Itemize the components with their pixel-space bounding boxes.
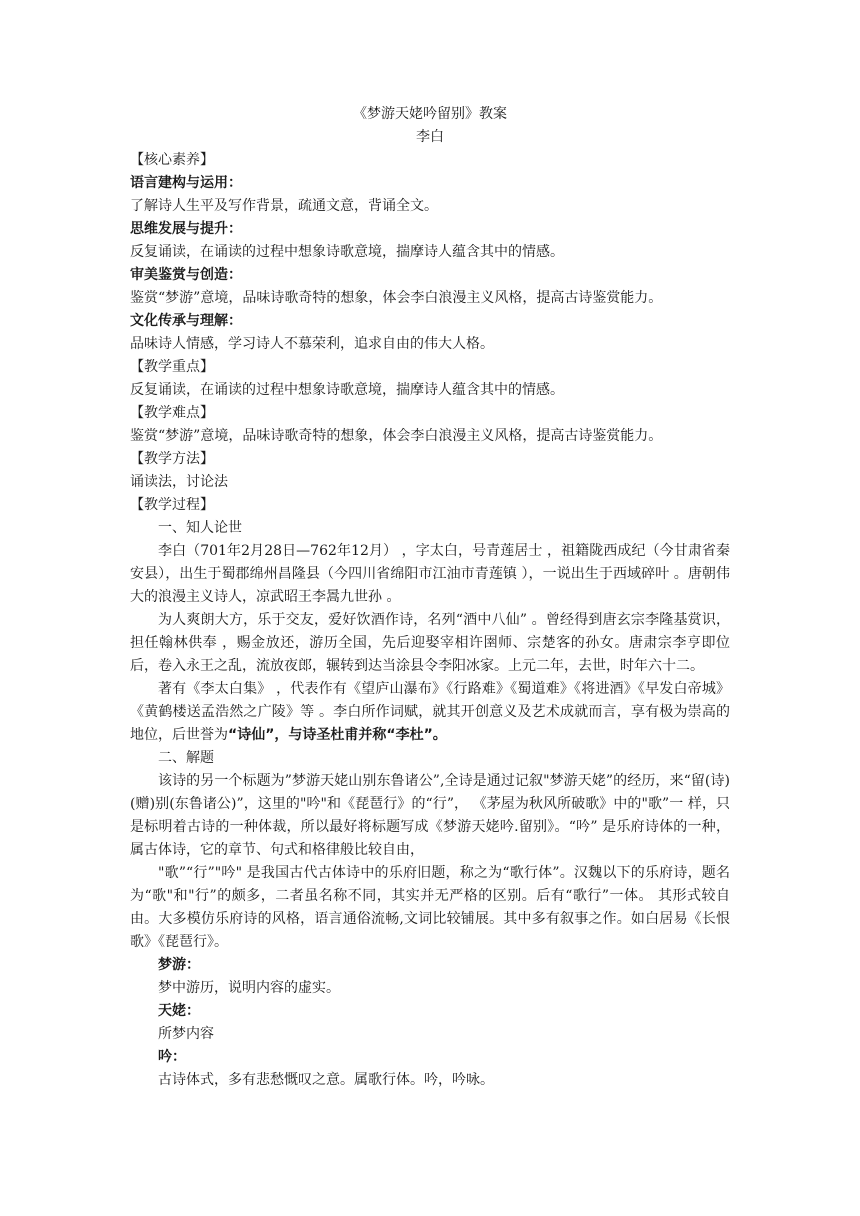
text-aesthetic: 鉴赏“梦游”意境，品味诗歌奇特的想象，体会李白浪漫主义风格，提高古诗鉴赏能力。 (130, 290, 663, 306)
text-key: 反复诵读，在诵读的过程中想象诗歌意境，揣摩诗人蕴含其中的情感。 (130, 382, 564, 398)
part1-paragraph-3-bold: “诗仙”，与诗圣杜甫并称“李杜”。 (228, 727, 447, 743)
document-author: 李白 (416, 129, 444, 145)
part1-paragraph-2: 为人爽朗大方，乐于交友，爱好饮酒作诗，名列“酒中八仙” 。曾经得到唐玄宗李隆基赏识，担任翰林供奉 ，赐金放还，游历全国，先后迎娶宰相许圉师、宗楚客的孙女。唐肃宗李亨即位后，卷入永王之乱，流放夜郎，辗转到达当涂县令李阳冰家。上元二年，去世，时年六十二。 (130, 612, 730, 674)
text-language: 了解诗人生平及写作背景，疏通文意，背诵全文。 (130, 198, 438, 214)
subheading-language: 语言建构与运用： (130, 175, 242, 191)
document-title: 《梦游天姥吟留别》教案 (353, 106, 507, 122)
term-tianmu-heading: 天姥： (158, 1003, 200, 1019)
section-method-heading: 【教学方法】 (130, 451, 214, 467)
term-dream-heading: 梦游： (158, 957, 200, 973)
subheading-aesthetic: 审美鉴赏与创造： (130, 267, 242, 283)
text-culture: 品味诗人情感，学习诗人不慕荣利，追求自由的伟大人格。 (130, 336, 494, 352)
section-difficulty-heading: 【教学难点】 (130, 405, 214, 421)
part2-paragraph-2: "歌”“行”"吟" 是我国古代古体诗中的乐府旧题，称之为“歌行体”。汉魏以下的乐府诗，题名为“歌"和"行”的颇多，二者虽名称不同，其实并无严格的区别。后有“歌行”一体。 其形式较自由。大多模仿乐府诗的风格，语言通俗流畅,文词比较铺展。其中多有叙事之作。如白居易《长恨歌》《琵琶行》。 (130, 865, 730, 950)
part1-paragraph-3 (130, 678, 730, 747)
text-method: 诵读法，讨论法 (130, 474, 228, 490)
document-page (130, 103, 730, 1092)
part1-heading: 一、知人论世 (158, 520, 242, 536)
text-difficulty: 鉴赏“梦游”意境，品味诗歌奇特的想象，体会李白浪漫主义风格，提高古诗鉴赏能力。 (130, 428, 663, 444)
section-key-heading: 【教学重点】 (130, 359, 214, 375)
part2-paragraph-1: 该诗的另一个标题为”梦游天姥山别东鲁诸公”,全诗是通过记叙"梦游天姥”的经历，来“留(诗) (赠)别(东鲁诸公)”，这里的"吟"和《琵琶行》的“行”， 《茅屋为秋风所破歌》中的"歌”一 样，只是标明着古诗的一种体裁，所以最好将标题写成《梦游天姥吟.留别》。“吟” 是乐府诗体的一种，属古体诗，它的章节、句式和格律般比较自由， (130, 773, 730, 858)
part2-heading: 二、解题 (158, 750, 214, 766)
term-yin-text: 古诗体式，多有悲愁慨叹之意。属歌行体。吟，吟咏。 (158, 1072, 494, 1088)
term-dream-text: 梦中游历，说明内容的虚实。 (158, 980, 340, 996)
term-tianmu-text: 所梦内容 (158, 1026, 214, 1042)
part1-paragraph-1: 李白（701年2月28日—762年12月） ，字太白，号青莲居士 ，祖籍陇西成纪（今甘肃省秦安县），出生于蜀郡绵州昌隆县（今四川省绵阳市江油市青莲镇 ），一说出生于西域碎叶 。唐朝伟大的浪漫主义诗人，凉武昭王李暠九世孙 。 (130, 543, 730, 605)
text-thinking: 反复诵读，在诵读的过程中想象诗歌意境，揣摩诗人蕴含其中的情感。 (130, 244, 564, 260)
subheading-thinking: 思维发展与提升： (130, 221, 242, 237)
part1-paragraph-3-text: 著有《李太白集》 ，代表作有《望庐山瀑布》《行路难》《蜀道难》《将进酒》《早发白帝城》《黄鹤楼送孟浩然之广陵》等 。李白所作词赋，就其开创意义及艺术成就而言，享有极为崇高的地位，后世誉为 (130, 681, 730, 743)
section-core-heading: 【核心素养】 (130, 152, 214, 168)
term-yin-heading: 吟： (158, 1049, 186, 1065)
subheading-culture: 文化传承与理解： (130, 313, 242, 329)
section-process-heading: 【教学过程】 (130, 497, 214, 513)
